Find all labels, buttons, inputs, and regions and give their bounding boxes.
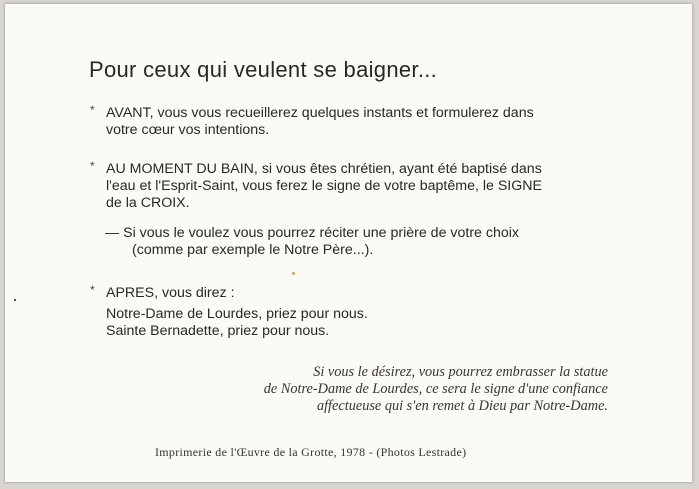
text-line: de la CROIX. — [106, 195, 190, 211]
text-line: affectueuse qui s'en remet à Dieu par Notre-Dame. — [316, 398, 608, 414]
bullet-marker: * — [90, 283, 95, 297]
bullet-marker: * — [90, 159, 95, 173]
paragraph-apres — [106, 285, 368, 340]
bullet-marker: * — [90, 103, 95, 117]
paragraph-avant — [106, 105, 534, 139]
text-line: votre cœur vos intentions. — [106, 122, 270, 138]
text-line: de Notre-Dame de Lourdes, ce sera le signe d'une confiance — [263, 381, 608, 397]
text-line: l'eau et l'Esprit-Saint, vous ferez le signe de votre baptême, le SIGNE — [106, 178, 542, 194]
card-title: Pour ceux qui veulent se baigner... — [89, 57, 438, 82]
card — [5, 4, 692, 482]
printer-credit: Imprimerie de l'Œuvre de la Grotte, 1978 - (Photos Lestrade) — [155, 445, 467, 459]
text-line: APRES, vous direz : — [106, 285, 235, 301]
text-line: AU MOMENT DU BAIN, si vous êtes chrétien, ayant été baptisé dans — [106, 161, 542, 177]
paragraph-option — [105, 225, 519, 259]
scan-dot — [14, 299, 16, 301]
text-line: — Si vous le voulez vous pourrez réciter une prière de votre choix — [105, 225, 520, 241]
prayer-line: Sainte Bernadette, priez pour nous. — [106, 323, 330, 339]
text-line: AVANT, vous vous recueillerez quelques instants et formulerez dans — [106, 105, 534, 121]
paper-speck — [292, 272, 295, 275]
paragraph-bain — [106, 161, 542, 212]
text-line: Si vous le désirez, vous pourrez embrasser la statue — [313, 364, 608, 380]
prayer-line: Notre-Dame de Lourdes, priez pour nous. — [106, 306, 368, 322]
text-line: (comme par exemple le Notre Père...). — [132, 242, 374, 258]
closing-note — [168, 364, 608, 415]
